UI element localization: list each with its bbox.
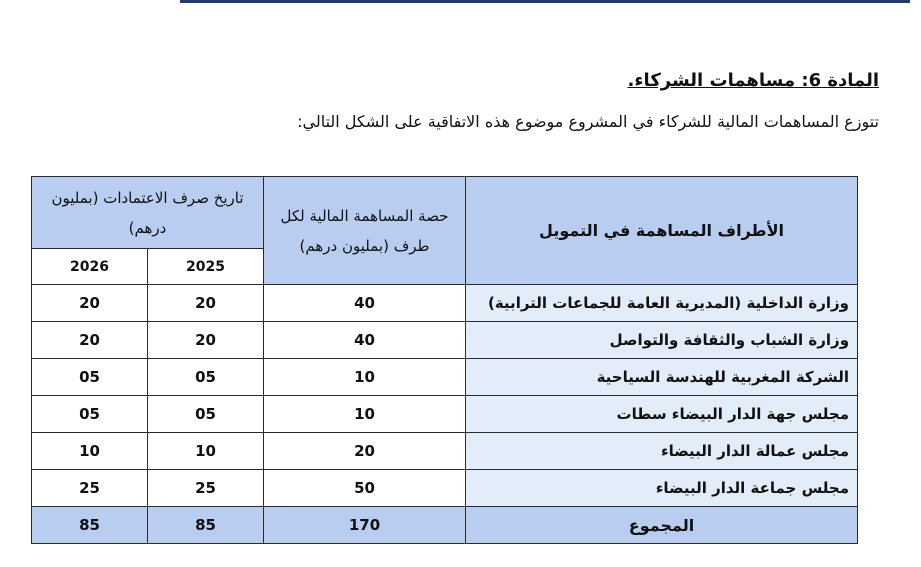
table-row	[32, 359, 858, 396]
cell-2025: 05	[148, 396, 264, 433]
cell-2026: 10	[32, 433, 148, 470]
cell-share: 10	[264, 396, 466, 433]
total-row	[32, 507, 858, 544]
table-row	[32, 433, 858, 470]
header-disbursement-schedule: تاريخ صرف الاعتمادات (بمليون درهم)	[32, 177, 264, 249]
cell-share: 40	[264, 322, 466, 359]
table-row	[32, 470, 858, 507]
cell-2025: 20	[148, 322, 264, 359]
total-2025: 85	[148, 507, 264, 544]
article-heading: المادة 6: مساهمات الشركاء.	[627, 70, 879, 91]
cell-party: مجلس جهة الدار البيضاء سطات	[466, 396, 858, 433]
header-year-2025: 2025	[148, 249, 264, 285]
total-share: 170	[264, 507, 466, 544]
cell-share: 20	[264, 433, 466, 470]
cell-party: مجلس عمالة الدار البيضاء	[466, 433, 858, 470]
cell-2026: 25	[32, 470, 148, 507]
total-label: المجموع	[466, 507, 858, 544]
cell-share: 40	[264, 285, 466, 322]
header-year-2026: 2026	[32, 249, 148, 285]
cell-2026: 20	[32, 322, 148, 359]
cell-2026: 05	[32, 396, 148, 433]
cell-2026: 20	[32, 285, 148, 322]
cell-2025: 20	[148, 285, 264, 322]
cell-party: وزارة الشباب والثقافة والتواصل	[466, 322, 858, 359]
table-row	[32, 285, 858, 322]
cell-2025: 10	[148, 433, 264, 470]
cell-2025: 25	[148, 470, 264, 507]
cell-share: 50	[264, 470, 466, 507]
contributions-table	[31, 176, 858, 544]
header-contributing-parties: الأطراف المساهمة في التمويل	[466, 177, 858, 285]
cell-2026: 05	[32, 359, 148, 396]
cell-share: 10	[264, 359, 466, 396]
top-rule	[180, 0, 910, 3]
cell-party: الشركة المغربية للهندسة السياحية	[466, 359, 858, 396]
cell-party: وزارة الداخلية (المديرية العامة للجماعات الترابية)	[466, 285, 858, 322]
cell-party: مجلس جماعة الدار البيضاء	[466, 470, 858, 507]
header-contribution-share: حصة المساهمة المالية لكل طرف (بمليون درهم)	[264, 177, 466, 285]
table-row	[32, 396, 858, 433]
intro-paragraph: تتوزع المساهمات المالية للشركاء في المشروع موضوع هذه الاتفاقية على الشكل التالي:	[297, 112, 879, 131]
total-2026: 85	[32, 507, 148, 544]
cell-2025: 05	[148, 359, 264, 396]
table-row	[32, 322, 858, 359]
